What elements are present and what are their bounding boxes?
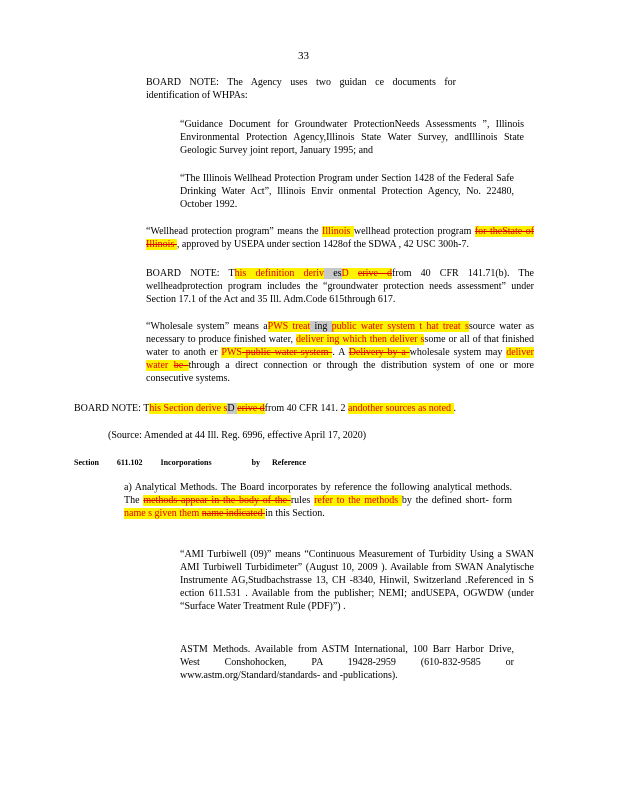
deleted-text: erive d: [237, 403, 265, 414]
page-number: 33: [298, 50, 309, 62]
source-note: (Source: Amended at 44 Ill. Reg. 6996, effective April 17, 2020): [108, 430, 367, 441]
deleted-text: be: [173, 360, 189, 371]
definition-wholesale-system: [146, 320, 534, 385]
deleted-text: for theState of Illinois: [146, 226, 535, 250]
definition-text: source water as necessary to produce finished water,: [146, 321, 535, 345]
paragraph-text: rules: [290, 495, 315, 506]
inserted-text: his definition deriv: [234, 268, 325, 279]
board-note-whpa: BOARD NOTE: The Agency uses two guidan ce documents for identification of WHPAs:: [146, 77, 456, 101]
section-title: Reference: [272, 458, 307, 467]
inserted-text: public water system t hat treat s: [331, 321, 469, 332]
note-text: .: [453, 403, 457, 414]
inserted-text: Illinois: [322, 226, 354, 237]
paragraph-text: a) Analytical Methods. The Board incorporates by reference the following analytical methods. The: [124, 482, 512, 506]
definition-text: . A: [332, 347, 349, 358]
section-title: Incorporations: [160, 458, 212, 467]
inserted-text: andother sources as noted: [348, 403, 454, 414]
definition-text: “Wellhead protection program” means the: [146, 226, 319, 237]
note-text: from 40 CFR 141. 2: [264, 403, 348, 414]
definition-text: , approved by USEPA under section 1428of the SDWA , 42 USC 300h-7.: [176, 239, 469, 250]
inserted-text: PWS treat: [267, 321, 311, 332]
paragraph-text: in this Section.: [265, 508, 325, 519]
analytical-methods-paragraph: [124, 481, 512, 520]
deleted-text: methods appear in the body of the: [143, 495, 291, 506]
reference-guidance-document: “Guidance Document for Groundwater ProtectionNeeds Assessments ”, Illinois Environmental Protection Agency,Illinois State Water Survey, andIllinois State Geologic Survey joint report, January 1995; and: [180, 119, 524, 156]
reference-astm-methods: ASTM Methods. Available from ASTM International, 100 Barr Harbor Drive, West Conshohocken, PA 19428-2959 (610-832-9585 or www.astm.org/Standard/standards- and -publications).: [180, 644, 514, 681]
deleted-text: erive d: [357, 268, 393, 279]
definition-wellhead-protection-program: [146, 225, 534, 251]
deleted-text: name indicated: [201, 508, 266, 519]
paragraph-text: by the defined short- form: [401, 495, 512, 506]
section-title: by: [251, 458, 261, 467]
note-text: from 40 CFR 141.71(b). The wellheadprotection program includes the “groundwater protection needs assessment” under Section 17.1 of the Act and 35 Ill. Adm.Code 615through 617.: [146, 268, 534, 305]
board-note-section-source: [74, 402, 456, 415]
inserted-text: refer to the methods: [314, 495, 402, 506]
definition-text: through a direct connection or through the distribution system of one or more consecutive systems.: [146, 360, 534, 384]
moved-text: es: [324, 268, 342, 279]
definition-text: some or all of that finished water to anoth er: [146, 334, 534, 358]
inserted-text: deliver water: [146, 347, 534, 371]
deleted-text: public water system: [241, 347, 333, 358]
inserted-text: his Section derive s: [149, 403, 228, 414]
deleted-text: Delivery by a: [348, 347, 410, 358]
note-text: BOARD NOTE: T: [74, 403, 150, 414]
note-text: BOARD NOTE: T: [146, 268, 235, 279]
definition-text: “Wholesale system” means a: [146, 321, 268, 332]
moved-text: ing: [310, 321, 332, 332]
reference-wellhead-program: “The Illinois Wellhead Protection Program under Section 1428 of the Federal Safe Drinking Water Act”, Illinois Envir onmental Protection Agency, No. 22480, October 1992.: [180, 173, 514, 210]
inserted-text: deliver ing which then deliver s: [295, 334, 425, 345]
reference-ami-turbiwell: “AMI Turbiwell (09)” means “Continuous Measurement of Turbidity Using a SWAN AMI Turbiwell Turbidimeter” (August 10, 2009 ). Available from SWAN Analytische Instrumente AG,Studbachstrasse 13, CH -8340, Hinwil, Switzerland .Referenced in S ection 611.531 . Available from the publisher; NEMI; andUSEPA, OGWDW (under “Surface Water Treatment Rule (PDF)”) .: [180, 549, 534, 612]
board-note-wellhead: [146, 267, 534, 306]
inserted-text: given them: [152, 508, 202, 519]
inserted-text: name s: [124, 508, 153, 519]
inserted-text: PWS: [221, 347, 242, 358]
section-heading: [74, 456, 306, 469]
section-label: Section: [74, 458, 99, 467]
moved-text: D: [227, 403, 238, 414]
definition-text: wholesale system may: [409, 347, 507, 358]
section-number: 611.102: [116, 458, 143, 467]
definition-text: wellhead protection program: [353, 226, 475, 237]
inserted-text: D: [341, 268, 358, 279]
